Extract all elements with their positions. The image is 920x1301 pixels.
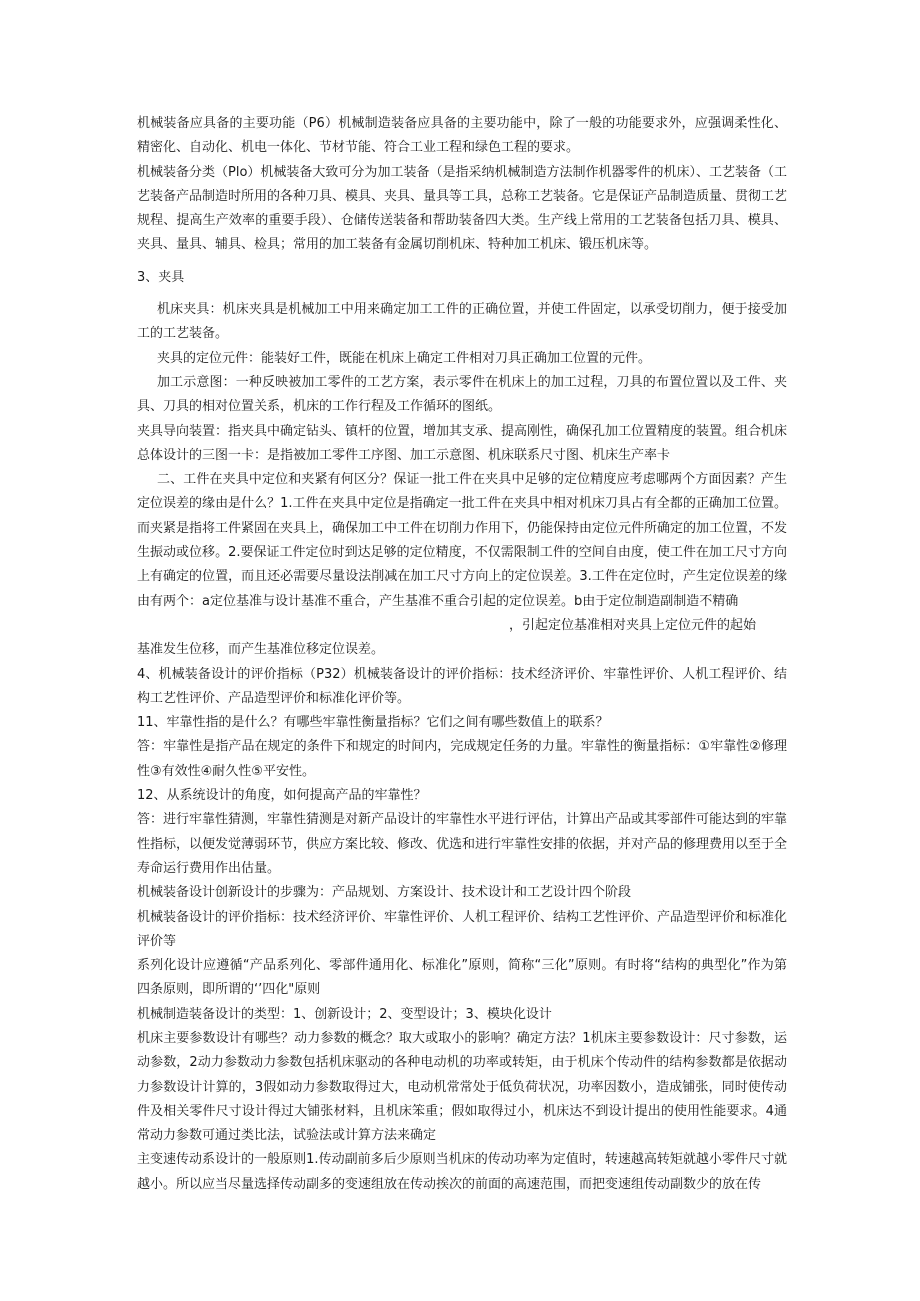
document-page: [137, 112, 787, 1197]
paragraph-continuation-line: ，引起定位基准相对夹具上定位元件的起始: [509, 617, 757, 633]
answer-11: 答：牢靠性是指产品在规定的条件下和规定的时间内，完成规定任务的力量。牢靠性的衡量指标：①牢靠性②修理性③有效性④耐久性⑤平安性。: [137, 739, 787, 779]
question-12: 12、从系统设计的角度，如何提高产品的牢靠性？: [137, 788, 427, 804]
paragraph-innovation-steps: 机械装备设计创新设计的步骤为：产品规划、方案设计、技术设计和工艺设计四个阶段: [137, 885, 632, 901]
paragraph-positioning-clamping: 二、工件在夹具中定位和夹紧有何区分？保证一批工件在夹具中足够的定位精度应考虑哪两个方面因素？产生定位误差的缘由是什么？1.工件在夹具中定位是指确定一批工件在夹具中相对机床刀具占有全都的正确加工位置。而夹紧是指将工件紧固在夹具上，确保加工中工件在切削力作用下，仍能保持由定位元件所确定的加工位置，不发生振动或位移。2.要保证工件定位时到达足够的定位精度，不仅需限制工件的空间自由度，使工件在加工尺寸方向上有确定的位置，而且还必需要尽量设法削减在加工尺寸方向上的定位误差。3.工件在定位时，产生定位误差的缘由有两个：a定位基准与设计基准不重合，产生基准不重合引起的定位误差。b由于定位制造副制造不精确: [137, 472, 788, 609]
paragraph-guide-device: 夹具导向装置：指夹具中确定钻头、镇杆的位置，增加其支承、提高刚性，确保孔加工位置精度的装置。组合机床总体设计的三图一卡：是指被加工零件工序图、加工示意图、机床联系尺寸图、机床生产率卡: [137, 423, 788, 463]
paragraph-machine-fixture: 机床夹具：机床夹具是机械加工中用来确定加工工件的正确位置，并使工件固定，以承受切削力，便于接受加工的工艺装备。: [137, 302, 787, 342]
answer-12: 答：进行牢靠性猜测，牢靠性猜测是对新产品设计的牢靠性水平进行评估，计算出产品或其零部件可能达到的牢靠性指标，以便发觉薄弱环节，供应方案比较、修改、优选和进行牢靠性安排的依据，并对产品的修理费用以至于全寿命运行费用作出估量。: [137, 812, 788, 876]
paragraph-transmission-principles: 主变速传动系设计的一般原则1.传动副前多后少原则当机床的传动功率为定值时，转速越高转矩就越小零件尺寸就越小。所以应当尽量选择传动副多的变速组放在传动挨次的前面的高速范围，而把变速组传动副数少的放在传: [137, 1152, 787, 1192]
paragraph-main-functions: 机械装备应具备的主要功能（P6）机械制造装备应具备的主要功能中，除了一般的功能要求外，应强调柔性化、精密化、自动化、机电一体化、节材节能、符合工业工程和绿色工程的要求。: [137, 116, 787, 156]
paragraph-evaluation-list: 机械装备设计的评价指标：技术经济评价、牢靠性评价、人机工程评价、结构工艺性评价、产品造型评价和标准化评价等: [137, 909, 788, 949]
paragraph-main-parameters: 机床主要参数设计有哪些？动力参数的概念？取大或取小的影响？确定方法？1机床主要参数设计：尺寸参数，运动参数，2动力参数动力参数包括机床驱动的各种电动机的功率或转矩，由于机床个传动件的结构参数都是依据动力参数设计计算的，3假如动力参数取得过大，电动机常常处于低负荷状况，功率因数小，造成铺张，同时使传动件及相关零件尺寸设计得过大铺张材料，且机床笨重；假如取得过小，机床达不到设计提出的使用性能要求。4通常动力参数可通过类比法，试验法或计算方法来确定: [137, 1030, 787, 1144]
paragraph-continuation-end: 基准发生位移，而产生基准位移定位误差。: [137, 642, 385, 658]
heading-fixtures: 3、夹具: [137, 269, 185, 285]
paragraph-process-diagram: 加工示意图：一种反映被加工零件的工艺方案，表示零件在机床上的加工过程，刀具的布置位置以及工件、夹具、刀具的相对位置关系，机床的工作行程及工作循环的图纸。: [137, 374, 787, 415]
paragraph-design-types: 机械制造装备设计的类型：1、创新设计；2、变型设计；3、模块化设计: [137, 1006, 552, 1022]
paragraph-serialization: 系列化设计应遵循“产品系列化、零部件通用化、标准化”原则，简称“三化”原则。有时将“结构的典型化”作为第四条原则，即所谓的‘’四化"原则: [137, 958, 787, 998]
paragraph-equipment-classification: 机械装备分类（Plo）机械装备大致可分为加工装备（是指采纳机械制造方法制作机器零件的机床）、工艺装备（工艺装备产品制造时所用的各种刀具、模具、夹具、量具等工具，总称工艺装备。它是保证产品制造质量、贯彻工艺规程、提高生产效率的重要手段）、仓储传送装备和帮助装备四大类。生产线上常用的工艺装备包括刀具、模具、夹具、量具、辅具、检具；常用的加工装备有金属切削机床、特种加工机床、锻压机床等。: [137, 164, 788, 253]
question-11: 11、牢靠性指的是什么？有哪些牢靠性衡量指标？它们之间有哪些数值上的联系？: [137, 715, 609, 731]
paragraph-positioning-element: 夹具的定位元件：能装好工件，既能在机床上确定工件相对刀具正确加工位置的元件。: [157, 350, 652, 366]
paragraph-evaluation-indicators: 4、机械装备设计的评价指标（P32）机械装备设计的评价指标：技术经济评价、牢靠性评价、人机工程评价、结构工艺性评价、产品造型评价和标准化评价等。: [137, 666, 787, 706]
